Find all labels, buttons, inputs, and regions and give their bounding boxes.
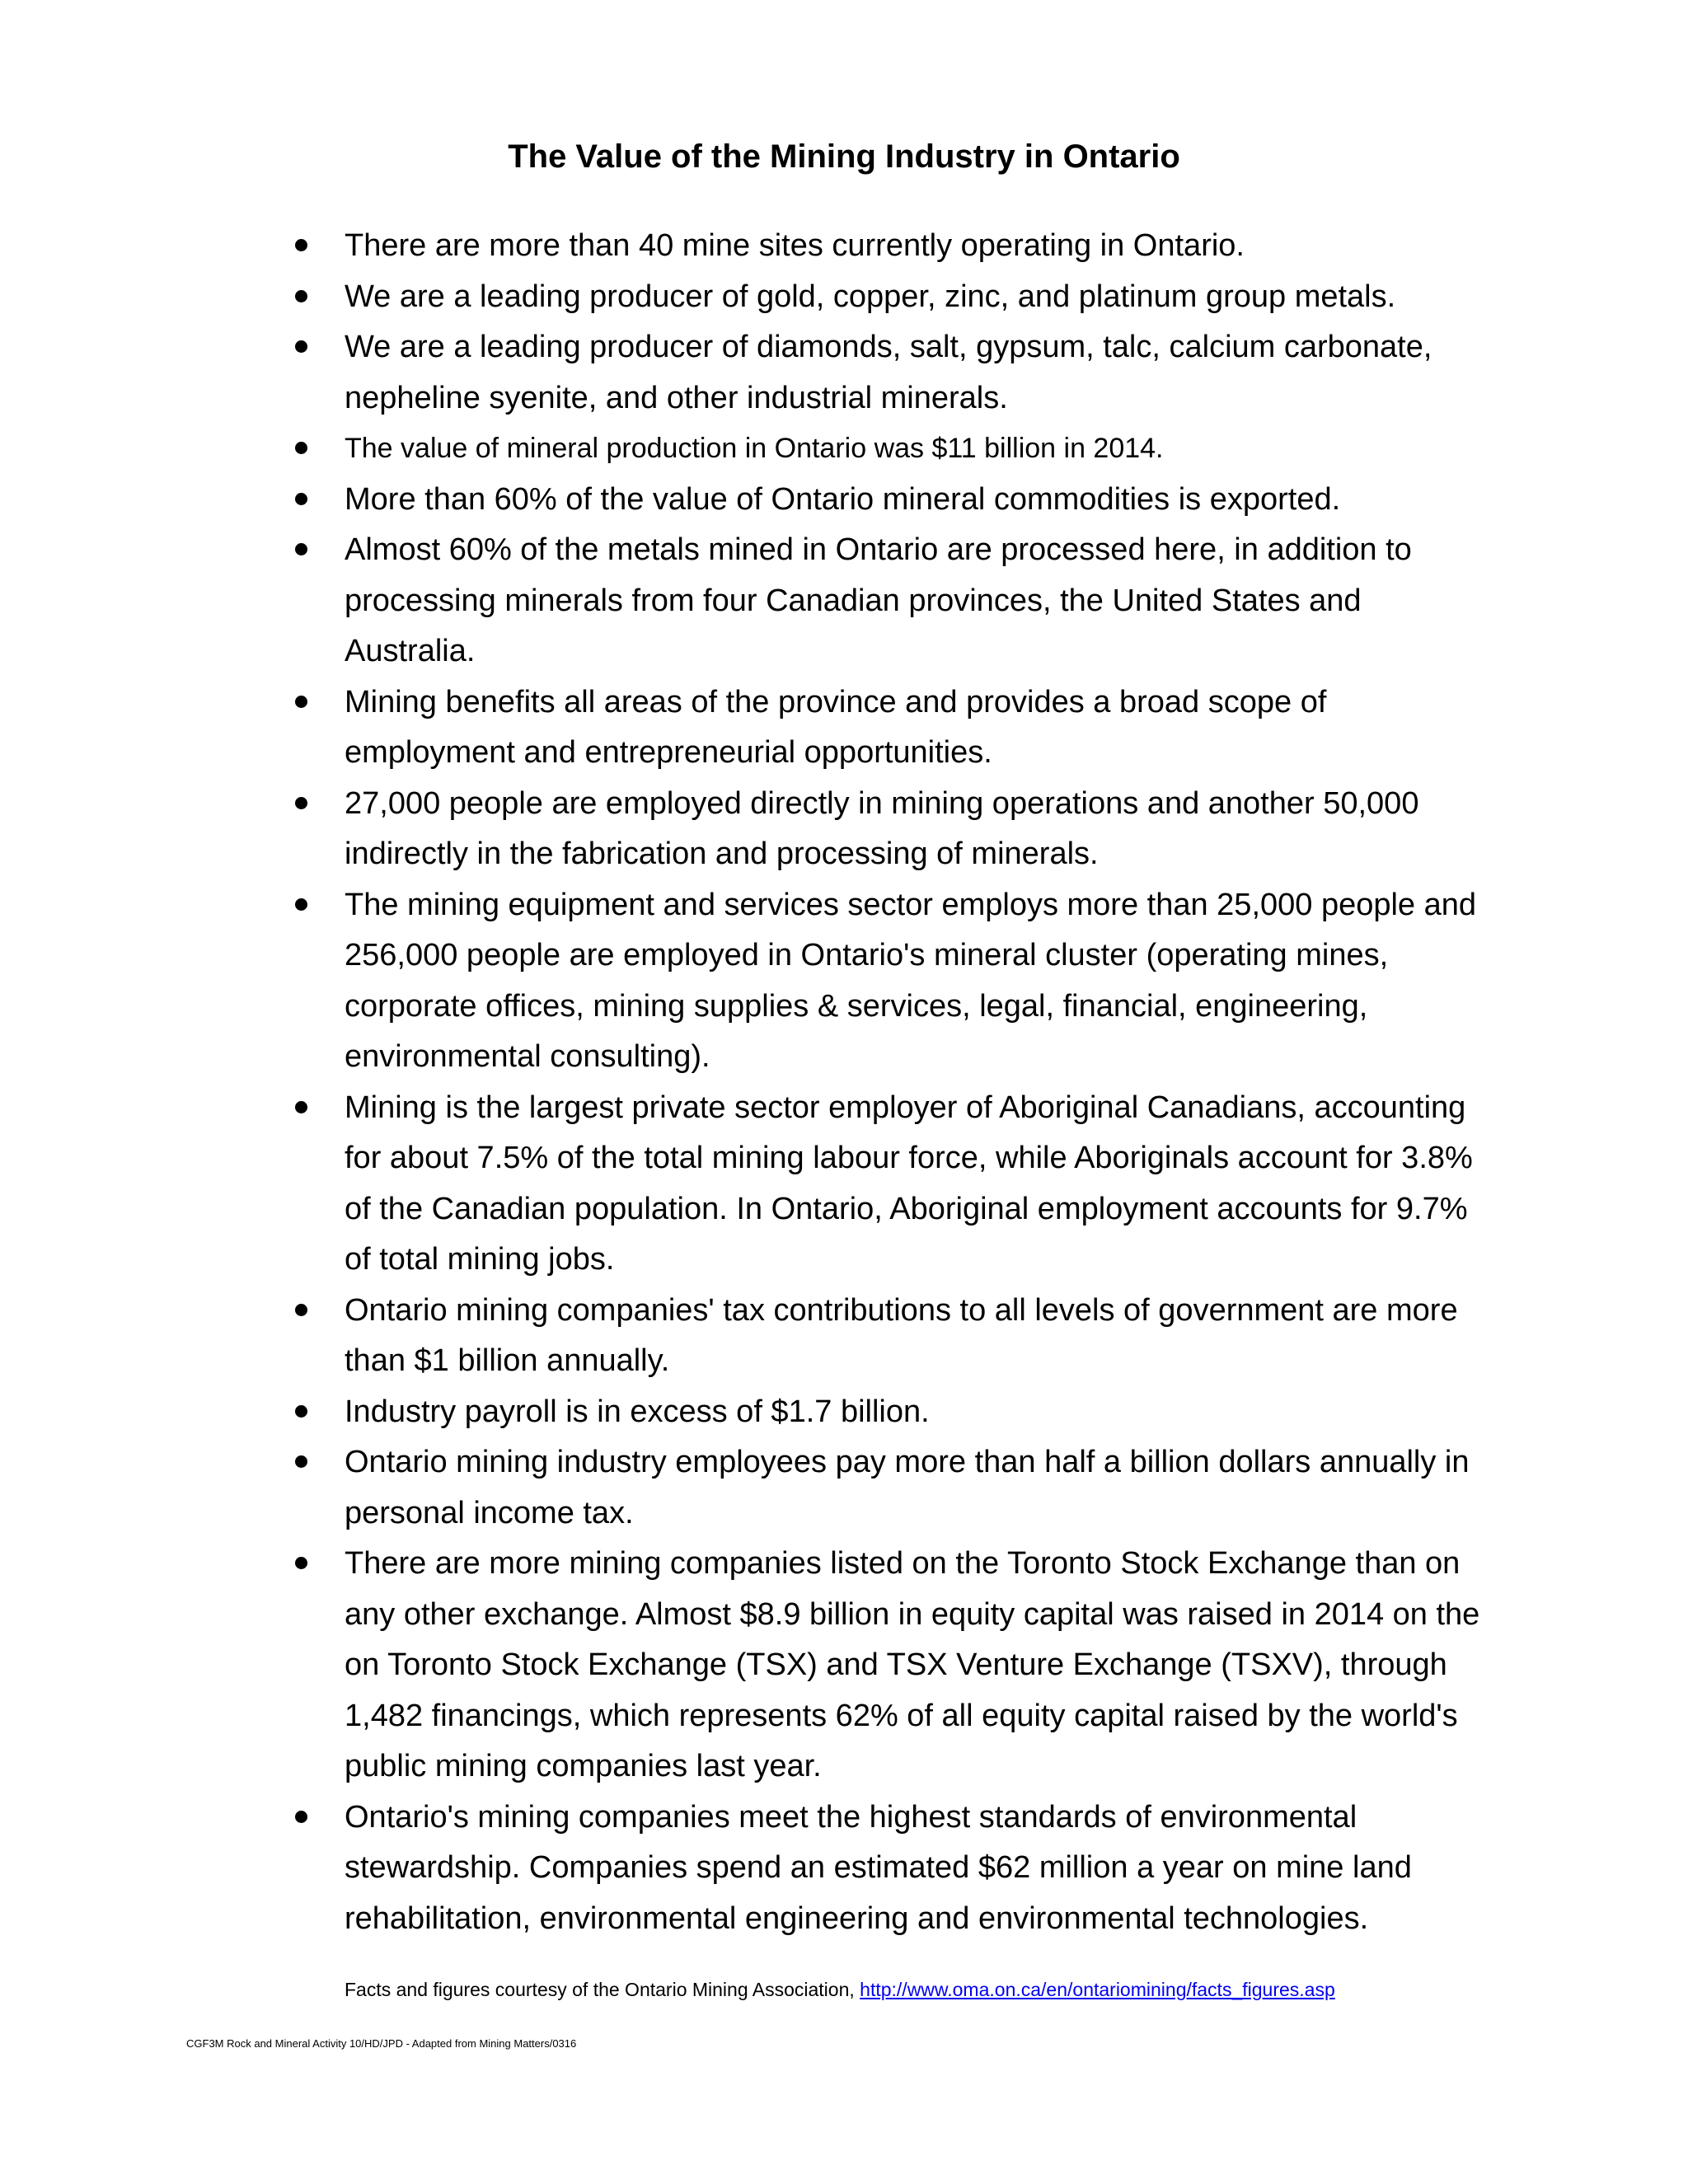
source-credit [345, 1976, 1335, 2003]
list-item-text: The value of mineral production in Ontario was $11 billion in 2014. [345, 433, 1164, 464]
source-link[interactable]: http://www.oma.on.ca/en/ontariomining/facts_figures.asp [860, 1979, 1335, 2000]
list-item-text: Ontario's mining companies meet the highest standards of environmental stewardship. Companies spend an estimated $62 million a year on mine land rehabilitation, environmental engineering and environmental technologies. [345, 1799, 1412, 1936]
list-item-text: We are a leading producer of diamonds, salt, gypsum, talc, calcium carbonate, nepheline syenite, and other industrial minerals. [345, 330, 1432, 415]
bullet-icon [295, 290, 307, 302]
list-item [290, 1539, 1493, 1793]
list-item-text: Almost 60% of the metals mined in Ontario are processed here, in addition to processing minerals from four Canadian provinces, the United States and Australia. [345, 532, 1412, 668]
fact-list [290, 221, 1493, 1944]
list-item-text: Mining benefits all areas of the province and provides a broad scope of employment and entrepreneurial opportunities. [345, 684, 1327, 770]
list-item [290, 525, 1493, 677]
bullet-icon [295, 696, 307, 708]
list-item-text: Ontario mining industry employees pay more than half a billion dollars annually in personal income tax. [345, 1445, 1470, 1530]
document-footer: CGF3M Rock and Mineral Activity 10/HD/JPD - Adapted from Mining Matters/0316 [186, 2037, 577, 2050]
list-item [290, 880, 1493, 1083]
bullet-icon [295, 1304, 307, 1316]
page-title: The Value of the Mining Industry in Ontario [508, 138, 1180, 175]
list-item-text: We are a leading producer of gold, copper, zinc, and platinum group metals. [345, 279, 1396, 314]
bullet-icon [295, 493, 307, 505]
list-item-text: The mining equipment and services sector employs more than 25,000 people and 256,000 people are employed in Ontario's mineral cluster (operating mines, corporate offices, mining supplies & services, legal, financial, engineering, environmental consulting). [345, 887, 1477, 1074]
bullet-icon [295, 1101, 307, 1113]
list-item [290, 475, 1493, 526]
list-item [290, 221, 1493, 272]
bullet-icon [295, 1455, 307, 1468]
list-item [290, 322, 1493, 424]
bullet-icon [295, 1557, 307, 1569]
bullet-icon [295, 442, 307, 454]
list-item-text: Industry payroll is in excess of $1.7 billion. [345, 1394, 930, 1429]
bullet-icon [295, 239, 307, 251]
bullet-icon [295, 898, 307, 911]
list-item [290, 1793, 1493, 1945]
list-item-text: There are more mining companies listed on the Toronto Stock Exchange than on any other exchange. Almost $8.9 billion in equity capital was raised in 2014 on the on Toronto Stock Exchange (TSX) and TSX Venture Exchange (TSXV), through 1,482 financings, which represents 62% of all equity capital raised by the world's public mining companies last year. [345, 1546, 1480, 1783]
bullet-icon [295, 340, 307, 353]
list-item-text: Ontario mining companies' tax contributions to all levels of government are more than $1 billion annually. [345, 1292, 1458, 1378]
list-item-text: There are more than 40 mine sites currently operating in Ontario. [345, 228, 1245, 263]
bullet-icon [295, 543, 307, 555]
list-item [290, 1387, 1493, 1438]
list-item [290, 677, 1493, 779]
list-item-text: 27,000 people are employed directly in mining operations and another 50,000 indirectly in the fabrication and processing of minerals. [345, 785, 1419, 871]
list-item [290, 779, 1493, 880]
list-item [290, 1286, 1493, 1387]
list-item [290, 272, 1493, 323]
list-item [290, 1083, 1493, 1286]
list-item [290, 1437, 1493, 1539]
list-item [290, 424, 1493, 475]
bullet-icon [295, 1811, 307, 1823]
list-item-text: Mining is the largest private sector employer of Aboriginal Canadians, accounting for about 7.5% of the total mining labour force, while Aboriginals account for 3.8% of the Canadian population. In Ontario, Aboriginal employment accounts for 9.7% of total mining jobs. [345, 1090, 1473, 1277]
source-credit-text: Facts and figures courtesy of the Ontario Mining Association, [345, 1979, 860, 2000]
bullet-icon [295, 1405, 307, 1418]
list-item-text: More than 60% of the value of Ontario mineral commodities is exported. [345, 481, 1341, 517]
bullet-icon [295, 797, 307, 809]
